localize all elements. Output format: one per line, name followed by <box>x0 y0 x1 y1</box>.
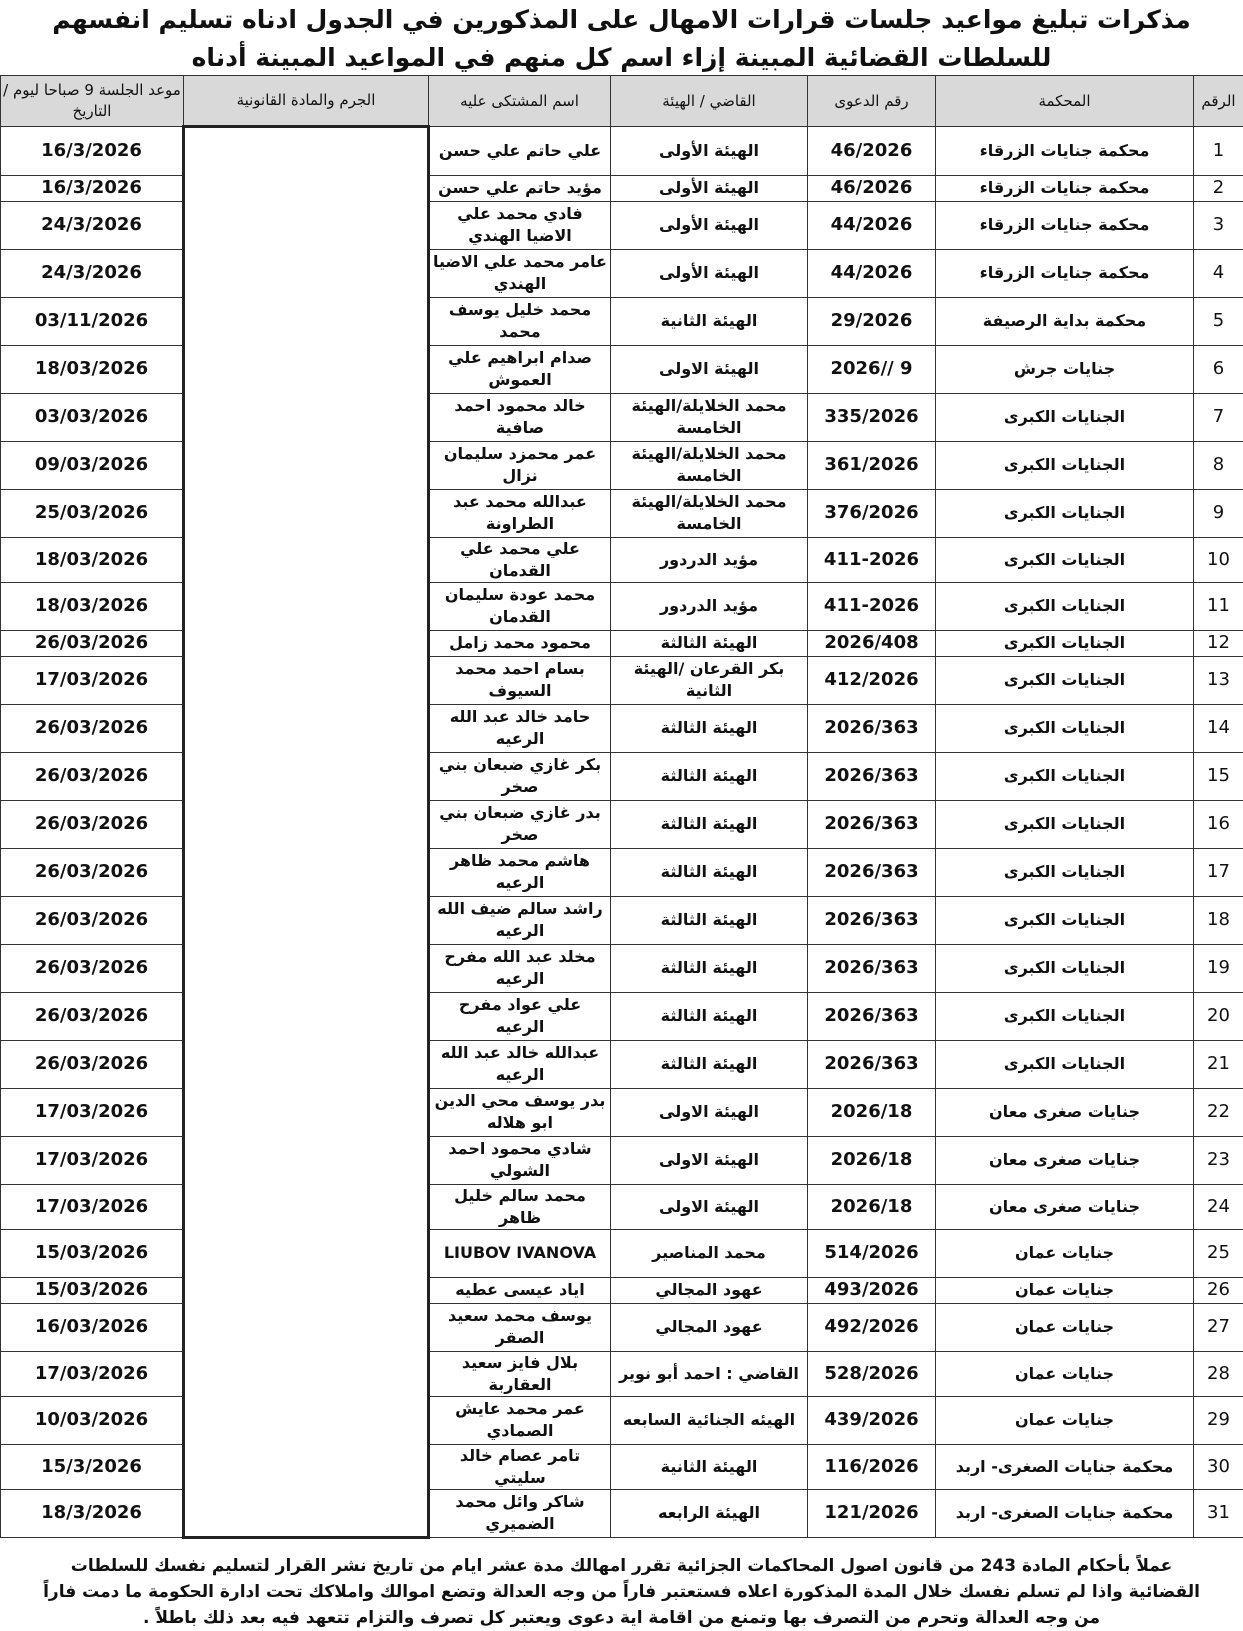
cell-date: 26/03/2026 <box>1 752 184 800</box>
cell-num: 24 <box>1194 1184 1243 1229</box>
cell-court: محكمة بداية الرصيفة <box>936 297 1194 345</box>
cell-name: محمد خليل يوسف محمد <box>429 297 611 345</box>
cell-num: 5 <box>1194 297 1243 345</box>
cell-num: 21 <box>1194 1040 1243 1088</box>
cell-case: 411-2026 <box>808 582 936 630</box>
cell-case: 412/2026 <box>808 656 936 704</box>
cell-case: 2026/363 <box>808 848 936 896</box>
cell-num: 10 <box>1194 537 1243 582</box>
cell-name: مؤيد حاتم علي حسن <box>429 175 611 201</box>
cell-case: 2026/363 <box>808 1040 936 1088</box>
table-row <box>1 1277 1243 1303</box>
cell-judge: الهيئة الثالثة <box>611 896 808 944</box>
header-date: موعد الجلسة 9 صباحا ليوم / التاريخ <box>1 76 184 127</box>
cell-num: 1 <box>1194 127 1243 176</box>
cell-judge: الهيئة الثانية <box>611 297 808 345</box>
cell-crime <box>184 1088 429 1136</box>
cell-case: 46/2026 <box>808 127 936 176</box>
cell-num: 7 <box>1194 393 1243 441</box>
cell-num: 22 <box>1194 1088 1243 1136</box>
cell-name: محمد عودة سليمان القدمان <box>429 582 611 630</box>
table-row <box>1 1444 1243 1489</box>
cell-date: 03/11/2026 <box>1 297 184 345</box>
cell-name: LIUBOV IVANOVA <box>429 1229 611 1277</box>
cell-date: 26/03/2026 <box>1 630 184 656</box>
cell-date: 18/03/2026 <box>1 582 184 630</box>
cell-court: جنايات صغرى معان <box>936 1184 1194 1229</box>
cell-case: 2026/363 <box>808 800 936 848</box>
cell-name: محمود محمد زامل <box>429 630 611 656</box>
cell-date: 18/3/2026 <box>1 1489 184 1538</box>
table-row <box>1 537 1243 582</box>
cell-crime <box>184 1489 429 1538</box>
cell-court: الجنايات الكبرى <box>936 582 1194 630</box>
cell-date: 15/03/2026 <box>1 1229 184 1277</box>
table-row <box>1 175 1243 201</box>
cell-name: فادي محمد علي الاضيا الهندي <box>429 201 611 249</box>
cell-name: عمر محمد عايش الصمادي <box>429 1396 611 1444</box>
cell-num: 25 <box>1194 1229 1243 1277</box>
cell-judge: الهيئة الأولى <box>611 249 808 297</box>
cell-judge: محمد الخلايلة/الهيئة الخامسة <box>611 489 808 537</box>
table-row <box>1 630 1243 656</box>
cell-judge: الهيئة الأولى <box>611 175 808 201</box>
cell-crime <box>184 345 429 393</box>
cell-judge: الهيئه الجنائية السابعه <box>611 1396 808 1444</box>
table-row <box>1 752 1243 800</box>
table-row <box>1 1088 1243 1136</box>
cell-case: 2026/18 <box>808 1136 936 1184</box>
cell-num: 28 <box>1194 1351 1243 1396</box>
cell-judge: عهود المجالي <box>611 1303 808 1351</box>
cell-crime <box>184 249 429 297</box>
cell-case: 376/2026 <box>808 489 936 537</box>
cell-date: 26/03/2026 <box>1 848 184 896</box>
cell-crime <box>184 489 429 537</box>
cell-crime <box>184 992 429 1040</box>
cell-num: 30 <box>1194 1444 1243 1489</box>
table-row <box>1 345 1243 393</box>
cell-crime <box>184 1303 429 1351</box>
cell-court: محكمة جنايات الصغرى- اربد <box>936 1444 1194 1489</box>
cell-judge: الهيئة الثالثة <box>611 1040 808 1088</box>
cell-date: 16/3/2026 <box>1 175 184 201</box>
cell-judge: الهيئة الاولى <box>611 1184 808 1229</box>
cell-date: 03/03/2026 <box>1 393 184 441</box>
cell-date: 15/03/2026 <box>1 1277 184 1303</box>
cell-court: جنايات صغرى معان <box>936 1088 1194 1136</box>
cell-court: جنايات جرش <box>936 345 1194 393</box>
cell-name: بسام احمد محمد السيوف <box>429 656 611 704</box>
cell-judge: الهيئة الأولى <box>611 127 808 176</box>
cell-judge: مؤيد الدردور <box>611 582 808 630</box>
cell-case: 492/2026 <box>808 1303 936 1351</box>
table-row <box>1 1303 1243 1351</box>
cell-num: 18 <box>1194 896 1243 944</box>
cell-date: 18/03/2026 <box>1 345 184 393</box>
cell-crime <box>184 656 429 704</box>
cell-court: جنايات عمان <box>936 1229 1194 1277</box>
cell-judge: الهيئة الثالثة <box>611 944 808 992</box>
cell-case: 29/2026 <box>808 297 936 345</box>
cell-num: 6 <box>1194 345 1243 393</box>
table-header-row <box>1 76 1243 127</box>
cell-date: 26/03/2026 <box>1 1040 184 1088</box>
cell-judge: محمد المناصير <box>611 1229 808 1277</box>
cell-case: 411-2026 <box>808 537 936 582</box>
cell-name: بكر غازي ضبعان بني صخر <box>429 752 611 800</box>
cell-court: الجنايات الكبرى <box>936 537 1194 582</box>
cell-case: 44/2026 <box>808 249 936 297</box>
cell-name: علي عواد مفرح الرعيه <box>429 992 611 1040</box>
cell-name: مخلد عبد الله مفرح الرعيه <box>429 944 611 992</box>
cell-crime <box>184 1184 429 1229</box>
legal-notice: عملاً بأحكام المادة 243 من قانون اصول المحاكمات الجزائية تقرر امهالك مدة عشر ايام من تاريخ نشر القرار لتسليم نفسك للسلطات القضائية واذا لم تسلم نفسك خلال المدة المذكورة اعلاه فستعتبر فاراً من وجه العدالة وتضع اموالك واملاكك تحت ادارة الحكومة ما دمت فاراً من وجه العدالة وتحرم من التصرف بها وتمنع من اقامة اية دعوى ويعتبر كل تصرف والتزام تتعهد فيه بعد ذلك باطلاً . <box>0 1539 1243 1631</box>
cell-date: 17/03/2026 <box>1 656 184 704</box>
cell-crime <box>184 1351 429 1396</box>
summons-table <box>0 75 1243 1539</box>
cell-judge: مؤيد الدردور <box>611 537 808 582</box>
table-row <box>1 656 1243 704</box>
cell-num: 8 <box>1194 441 1243 489</box>
cell-date: 26/03/2026 <box>1 896 184 944</box>
cell-date: 15/3/2026 <box>1 1444 184 1489</box>
cell-court: الجنايات الكبرى <box>936 992 1194 1040</box>
cell-crime <box>184 1396 429 1444</box>
cell-date: 24/3/2026 <box>1 201 184 249</box>
cell-crime <box>184 127 429 176</box>
table-row <box>1 1040 1243 1088</box>
cell-case: 116/2026 <box>808 1444 936 1489</box>
cell-court: جنايات صغرى معان <box>936 1136 1194 1184</box>
cell-crime <box>184 1040 429 1088</box>
table-row <box>1 393 1243 441</box>
cell-judge: محمد الخلايلة/الهيئة الخامسة <box>611 393 808 441</box>
cell-crime <box>184 1136 429 1184</box>
cell-name: راشد سالم ضيف الله الرعيه <box>429 896 611 944</box>
cell-name: بدر يوسف محي الدين ابو هلاله <box>429 1088 611 1136</box>
table-row <box>1 441 1243 489</box>
table-row <box>1 896 1243 944</box>
cell-num: 26 <box>1194 1277 1243 1303</box>
cell-num: 15 <box>1194 752 1243 800</box>
cell-crime <box>184 441 429 489</box>
cell-num: 29 <box>1194 1396 1243 1444</box>
cell-court: الجنايات الكبرى <box>936 848 1194 896</box>
cell-court: الجنايات الكبرى <box>936 656 1194 704</box>
cell-crime <box>184 1444 429 1489</box>
cell-crime <box>184 896 429 944</box>
cell-date: 24/3/2026 <box>1 249 184 297</box>
cell-crime <box>184 800 429 848</box>
table-row <box>1 1229 1243 1277</box>
cell-date: 26/03/2026 <box>1 704 184 752</box>
cell-num: 11 <box>1194 582 1243 630</box>
cell-name: صدام ابراهيم علي العموش <box>429 345 611 393</box>
cell-name: هاشم محمد ظاهر الرعيه <box>429 848 611 896</box>
table-row <box>1 489 1243 537</box>
cell-court: محكمة جنايات الزرقاء <box>936 127 1194 176</box>
cell-court: الجنايات الكبرى <box>936 630 1194 656</box>
cell-case: 2026/363 <box>808 896 936 944</box>
cell-crime <box>184 1277 429 1303</box>
cell-case: 9 //2026 <box>808 345 936 393</box>
table-row <box>1 1136 1243 1184</box>
cell-name: اياد عيسى عطيه <box>429 1277 611 1303</box>
cell-crime <box>184 393 429 441</box>
cell-judge: الهيئة الثالثة <box>611 992 808 1040</box>
cell-name: علي حاتم علي حسن <box>429 127 611 176</box>
cell-crime <box>184 297 429 345</box>
cell-case: 2026/363 <box>808 944 936 992</box>
cell-crime <box>184 582 429 630</box>
cell-court: جنايات عمان <box>936 1351 1194 1396</box>
cell-name: بلال فايز سعيد العقاربة <box>429 1351 611 1396</box>
cell-crime <box>184 201 429 249</box>
cell-court: محكمة جنايات الزرقاء <box>936 175 1194 201</box>
cell-judge: الهيئة الأولى <box>611 201 808 249</box>
cell-date: 09/03/2026 <box>1 441 184 489</box>
table-row <box>1 1184 1243 1229</box>
cell-num: 20 <box>1194 992 1243 1040</box>
cell-case: 2026/363 <box>808 992 936 1040</box>
cell-case: 361/2026 <box>808 441 936 489</box>
table-row <box>1 201 1243 249</box>
cell-court: الجنايات الكبرى <box>936 393 1194 441</box>
table-row <box>1 249 1243 297</box>
header-num: الرقم <box>1194 76 1243 127</box>
table-row <box>1 848 1243 896</box>
cell-date: 16/03/2026 <box>1 1303 184 1351</box>
cell-crime <box>184 630 429 656</box>
cell-date: 17/03/2026 <box>1 1351 184 1396</box>
cell-judge: الهيئة الرابعه <box>611 1489 808 1538</box>
cell-date: 18/03/2026 <box>1 537 184 582</box>
cell-num: 9 <box>1194 489 1243 537</box>
cell-court: الجنايات الكبرى <box>936 800 1194 848</box>
cell-case: 2026/408 <box>808 630 936 656</box>
cell-case: 493/2026 <box>808 1277 936 1303</box>
cell-num: 23 <box>1194 1136 1243 1184</box>
table-row <box>1 127 1243 176</box>
cell-crime <box>184 848 429 896</box>
cell-court: الجنايات الكبرى <box>936 752 1194 800</box>
cell-court: الجنايات الكبرى <box>936 1040 1194 1088</box>
cell-court: محكمة جنايات الزرقاء <box>936 249 1194 297</box>
cell-case: 335/2026 <box>808 393 936 441</box>
table-row <box>1 1396 1243 1444</box>
page-title: مذكرات تبليغ مواعيد جلسات قرارات الامهال على المذكورين في الجدول ادناه تسليم انفسهم للسلطات القضائية المبينة إزاء اسم كل منهم في المواعيد المبينة أدناه <box>0 0 1243 75</box>
cell-crime <box>184 752 429 800</box>
cell-date: 17/03/2026 <box>1 1088 184 1136</box>
cell-judge: الهيئة الاولى <box>611 1088 808 1136</box>
cell-name: يوسف محمد سعيد الصقر <box>429 1303 611 1351</box>
cell-judge: الهيئة الثالثة <box>611 630 808 656</box>
cell-case: 439/2026 <box>808 1396 936 1444</box>
cell-name: خالد محمود احمد صافية <box>429 393 611 441</box>
cell-case: 514/2026 <box>808 1229 936 1277</box>
cell-name: بدر غازي ضبعان بني صخر <box>429 800 611 848</box>
cell-num: 17 <box>1194 848 1243 896</box>
cell-court: محكمة جنايات الصغرى- اربد <box>936 1489 1194 1538</box>
cell-date: 17/03/2026 <box>1 1136 184 1184</box>
table-row <box>1 944 1243 992</box>
table-row <box>1 992 1243 1040</box>
cell-name: حامد خالد عبد الله الرعيه <box>429 704 611 752</box>
cell-judge: عهود المجالي <box>611 1277 808 1303</box>
cell-court: جنايات عمان <box>936 1277 1194 1303</box>
cell-case: 2026/18 <box>808 1088 936 1136</box>
cell-name: عبدالله محمد عبد الطراونة <box>429 489 611 537</box>
cell-name: شاكر وائل محمد الضميري <box>429 1489 611 1538</box>
cell-court: الجنايات الكبرى <box>936 489 1194 537</box>
cell-name: علي محمد علي القدمان <box>429 537 611 582</box>
header-name: اسم المشتكى عليه <box>429 76 611 127</box>
cell-num: 13 <box>1194 656 1243 704</box>
cell-num: 16 <box>1194 800 1243 848</box>
cell-case: 2026/363 <box>808 704 936 752</box>
table-row <box>1 704 1243 752</box>
cell-date: 26/03/2026 <box>1 800 184 848</box>
cell-court: جنايات عمان <box>936 1303 1194 1351</box>
cell-judge: الهيئة الثانية <box>611 1444 808 1489</box>
table-row <box>1 582 1243 630</box>
cell-date: 26/03/2026 <box>1 992 184 1040</box>
cell-judge: الهيئة الثالثة <box>611 752 808 800</box>
cell-date: 25/03/2026 <box>1 489 184 537</box>
cell-case: 46/2026 <box>808 175 936 201</box>
table-row <box>1 800 1243 848</box>
cell-case: 528/2026 <box>808 1351 936 1396</box>
cell-num: 27 <box>1194 1303 1243 1351</box>
cell-date: 16/3/2026 <box>1 127 184 176</box>
cell-crime <box>184 704 429 752</box>
cell-crime <box>184 944 429 992</box>
cell-judge: الهيئة الثالثة <box>611 704 808 752</box>
cell-case: 121/2026 <box>808 1489 936 1538</box>
cell-name: عبدالله خالد عبد الله الرعيه <box>429 1040 611 1088</box>
cell-judge: بكر القرعان /الهيئة الثانية <box>611 656 808 704</box>
cell-name: شادي محمود احمد الشولي <box>429 1136 611 1184</box>
header-crime: الجرم والمادة القانونية <box>184 76 429 127</box>
cell-num: 2 <box>1194 175 1243 201</box>
cell-crime <box>184 175 429 201</box>
cell-case: 2026/363 <box>808 752 936 800</box>
cell-name: تامر عصام خالد سليتي <box>429 1444 611 1489</box>
cell-court: الجنايات الكبرى <box>936 896 1194 944</box>
cell-court: محكمة جنايات الزرقاء <box>936 201 1194 249</box>
cell-name: عامر محمد علي الاضيا الهندي <box>429 249 611 297</box>
cell-name: عمر محمزد سليمان نزال <box>429 441 611 489</box>
cell-name: محمد سالم خليل ظاهر <box>429 1184 611 1229</box>
cell-judge: الهيئة الثالثة <box>611 800 808 848</box>
cell-judge: الهيئة الاولى <box>611 1136 808 1184</box>
header-court: المحكمة <box>936 76 1194 127</box>
cell-num: 31 <box>1194 1489 1243 1538</box>
cell-case: 2026/18 <box>808 1184 936 1229</box>
cell-court: الجنايات الكبرى <box>936 441 1194 489</box>
cell-judge: الهيئة الاولى <box>611 345 808 393</box>
cell-court: جنايات عمان <box>936 1396 1194 1444</box>
cell-num: 4 <box>1194 249 1243 297</box>
header-case: رقم الدعوى <box>808 76 936 127</box>
cell-court: الجنايات الكبرى <box>936 704 1194 752</box>
cell-crime <box>184 537 429 582</box>
cell-judge: القاضي : احمد أبو نوير <box>611 1351 808 1396</box>
cell-case: 44/2026 <box>808 201 936 249</box>
cell-judge: محمد الخلايلة/الهيئة الخامسة <box>611 441 808 489</box>
cell-date: 10/03/2026 <box>1 1396 184 1444</box>
table-row <box>1 1489 1243 1538</box>
cell-date: 17/03/2026 <box>1 1184 184 1229</box>
cell-court: الجنايات الكبرى <box>936 944 1194 992</box>
table-row <box>1 1351 1243 1396</box>
cell-num: 14 <box>1194 704 1243 752</box>
header-judge: القاضي / الهيئة <box>611 76 808 127</box>
table-row <box>1 297 1243 345</box>
cell-crime <box>184 1229 429 1277</box>
cell-num: 19 <box>1194 944 1243 992</box>
cell-judge: الهيئة الثالثة <box>611 848 808 896</box>
cell-date: 26/03/2026 <box>1 944 184 992</box>
cell-num: 12 <box>1194 630 1243 656</box>
cell-num: 3 <box>1194 201 1243 249</box>
